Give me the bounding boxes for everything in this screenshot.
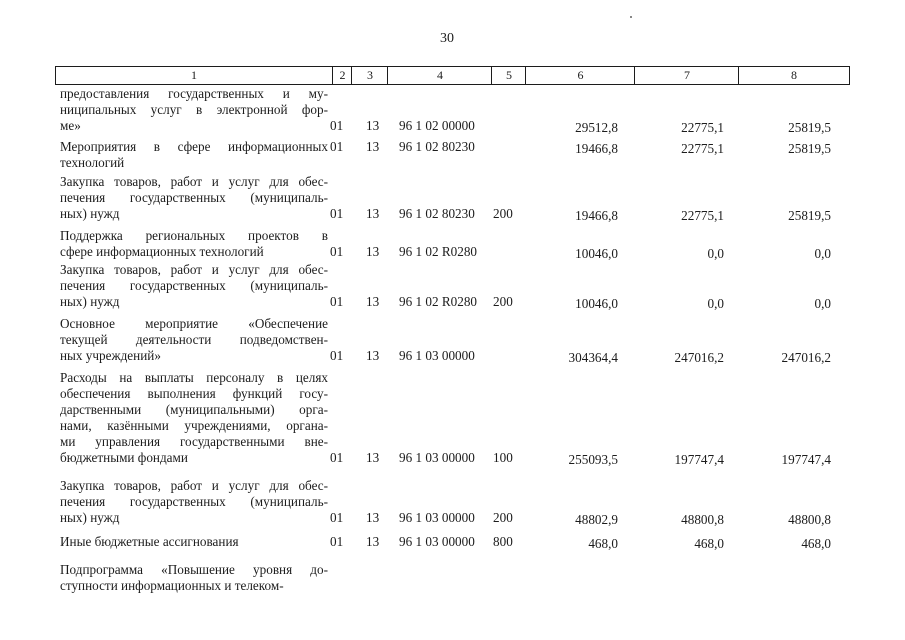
row-cell-c4: 96 1 03 00000 [399,348,475,363]
row-cell-c7: 22775,1 [681,120,724,135]
row-cell-c8: 25819,5 [788,120,831,135]
row-cell-c6: 468,0 [588,536,618,551]
row-description-line: обеспечения выполнения функций госу- [60,386,328,401]
row-description-line: Подпрограмма «Повышение уровня до- [60,562,328,577]
row-cell-c4: 96 1 02 R0280 [399,294,478,309]
row-cell-c3: 13 [366,294,380,309]
row-description-line: печения государственных (муниципаль- [60,190,328,205]
row-cell-c7: 22775,1 [681,141,724,156]
row-cell-c6: 19466,8 [575,208,618,223]
row-description [60,534,328,550]
row-cell-c5: 200 [493,294,513,309]
row-cell-c7: 468,0 [694,536,724,551]
header-col-7: 7 [634,67,739,84]
row-description-line: технологий [60,155,125,170]
row-cell-c2: 01 [330,510,344,525]
row-description [60,370,328,466]
row-cell-c4: 96 1 02 R0280 [399,244,478,259]
row-description-line: ных учреждений» [60,348,161,363]
row-cell-c7: 22775,1 [681,208,724,223]
row-description-line: Закупка товаров, работ и услуг для обес- [60,262,328,277]
row-cell-c2: 01 [330,450,344,465]
row-description-line: Закупка товаров, работ и услуг для обес- [60,478,328,493]
row-cell-c3: 13 [366,139,380,154]
header-col-2: 2 [332,67,352,84]
row-description [60,562,328,594]
row-description-line: печения государственных (муниципаль- [60,278,328,293]
row-cell-c6: 19466,8 [575,141,618,156]
row-description [60,86,328,134]
row-description-line: нами, казёнными учреждениями, органа- [60,418,328,433]
header-col-1: 1 [191,68,197,82]
table-header [55,66,850,85]
row-description-line: Закупка товаров, работ и услуг для обес- [60,174,328,189]
page-number: 30 [440,31,454,46]
row-cell-c4: 96 1 02 80230 [399,139,475,154]
row-cell-c2: 01 [330,118,344,133]
row-description-line: ниципальных услуг в электронной фор- [60,102,328,117]
row-cell-c5: 800 [493,534,513,549]
row-cell-c7: 0,0 [707,296,724,311]
row-cell-c6: 255093,5 [568,452,618,467]
row-description [60,316,328,364]
row-description-line: ми управления государственными вне- [60,434,328,449]
row-description-line: Иные бюджетные ассигнования [60,534,239,549]
row-cell-c4: 96 1 03 00000 [399,534,475,549]
row-cell-c6: 48802,9 [575,512,618,527]
row-description [60,478,328,526]
row-cell-c8: 25819,5 [788,208,831,223]
row-description-line: ных) нужд [60,294,120,309]
row-cell-c6: 10046,0 [575,246,618,261]
row-cell-c5: 200 [493,206,513,221]
row-description-line: Мероприятия в сфере информационных [60,139,328,154]
row-description [60,262,328,310]
row-cell-c3: 13 [366,510,380,525]
row-description-line: текущей деятельности подведомствен- [60,332,328,347]
row-description-line: Расходы на выплаты персоналу в целях [60,370,328,385]
row-cell-c8: 197747,4 [781,452,831,467]
row-description-line: ме» [60,118,81,133]
row-cell-c6: 10046,0 [575,296,618,311]
row-description-line: сфере информационных технологий [60,244,264,259]
row-description-line: предоставления государственных и му- [60,86,328,101]
row-description-line: Основное мероприятие «Обеспечение [60,316,328,331]
row-cell-c7: 247016,2 [674,350,724,365]
row-description [60,139,328,171]
row-cell-c2: 01 [330,294,344,309]
row-cell-c3: 13 [366,206,380,221]
row-cell-c8: 247016,2 [781,350,831,365]
row-description-line: бюджетными фондами [60,450,188,465]
header-col-6: 6 [525,67,635,84]
row-description [60,228,328,260]
row-cell-c7: 48800,8 [681,512,724,527]
scan-speck [630,16,632,18]
row-cell-c4: 96 1 03 00000 [399,510,475,525]
row-cell-c8: 468,0 [801,536,831,551]
row-cell-c3: 13 [366,534,380,549]
row-cell-c8: 48800,8 [788,512,831,527]
row-cell-c4: 96 1 03 00000 [399,450,475,465]
row-cell-c2: 01 [330,534,344,549]
row-cell-c6: 304364,4 [568,350,618,365]
row-cell-c2: 01 [330,244,344,259]
row-cell-c3: 13 [366,348,380,363]
row-description-line: Поддержка региональных проектов в [60,228,328,243]
row-cell-c2: 01 [330,206,344,221]
row-cell-c7: 197747,4 [674,452,724,467]
row-cell-c3: 13 [366,450,380,465]
row-cell-c3: 13 [366,244,380,259]
row-cell-c4: 96 1 02 00000 [399,118,475,133]
row-description-line: ных) нужд [60,510,120,525]
row-cell-c2: 01 [330,139,344,154]
row-cell-c8: 25819,5 [788,141,831,156]
row-cell-c8: 0,0 [814,246,831,261]
row-description [60,174,328,222]
row-description-line: дарственными (муниципальными) орга- [60,402,328,417]
header-col-4: 4 [387,67,492,84]
row-cell-c8: 0,0 [814,296,831,311]
row-cell-c2: 01 [330,348,344,363]
row-description-line: ступности информационных и телеком- [60,578,284,593]
row-cell-c5: 200 [493,510,513,525]
row-cell-c4: 96 1 02 80230 [399,206,475,221]
row-cell-c5: 100 [493,450,513,465]
row-description-line: печения государственных (муниципаль- [60,494,328,509]
header-col-3: 3 [351,67,388,84]
row-description-line: ных) нужд [60,206,120,221]
header-col-5: 5 [491,67,526,84]
header-col-8: 8 [738,67,849,84]
row-cell-c3: 13 [366,118,380,133]
row-cell-c7: 0,0 [707,246,724,261]
row-cell-c6: 29512,8 [575,120,618,135]
